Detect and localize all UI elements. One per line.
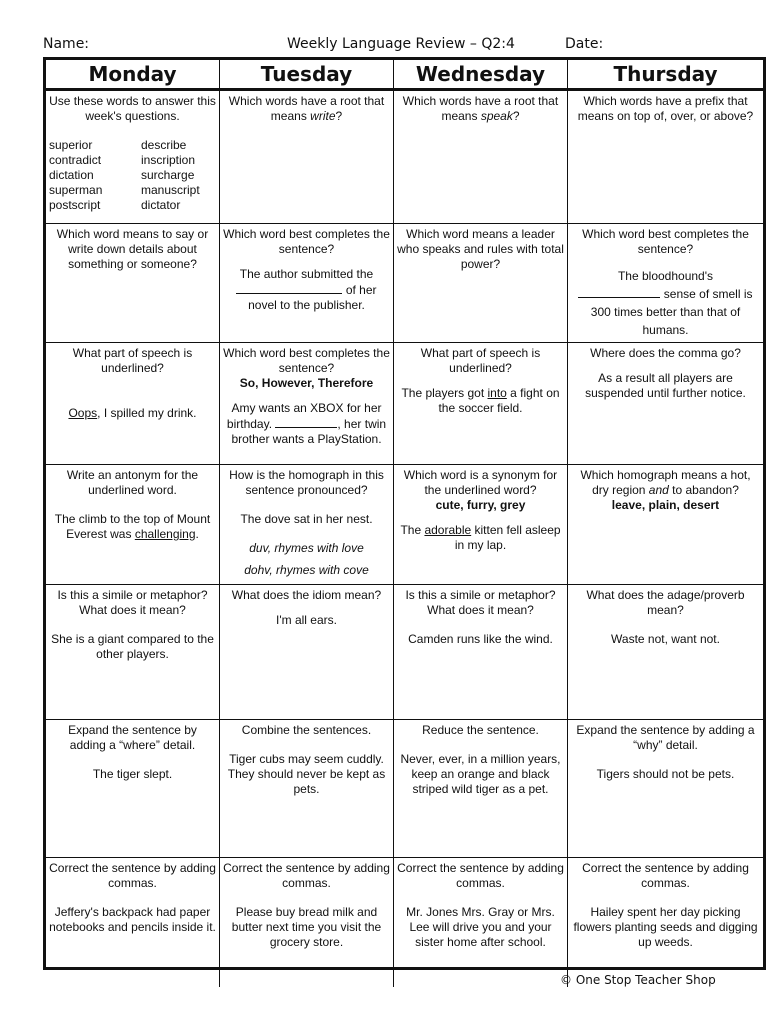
question-text: Which word best completes the sentence?	[223, 346, 390, 375]
sentence-text: Oops, I spilled my drink.	[68, 406, 197, 420]
question-text: What part of speech is underlined?	[420, 346, 541, 375]
answer-options: leave, plain, desert	[611, 498, 720, 512]
cell-monday-3	[46, 342, 219, 464]
sentence-text: Never, ever, in a million years, keep an orange and black striped wild tiger as a pet.	[400, 752, 561, 796]
question-text: Which word means a leader who speaks and rules with total power?	[397, 227, 564, 271]
answer-options: cute, furry, grey	[435, 498, 526, 512]
sentence-text: She is a giant compared to the other players.	[51, 632, 214, 661]
question-text: Which word is a synonym for the underlined word?	[403, 468, 558, 497]
question-text: Is this a simile or metaphor? What does it mean?	[405, 588, 556, 617]
question-text: Is this a simile or metaphor? What does it mean?	[57, 588, 208, 617]
cell-tuesday-2	[219, 223, 393, 342]
cell-monday-6	[46, 719, 219, 857]
answer-blank[interactable]	[275, 416, 337, 428]
question-text: Expand the sentence by adding a “where” detail.	[68, 723, 197, 752]
sentence-text: I'm all ears.	[276, 613, 337, 627]
question-text: Which word best completes the sentence?	[582, 227, 749, 256]
cell-monday-2	[46, 223, 219, 342]
cell-tuesday-1	[219, 91, 393, 223]
day-header-tuesday: Tuesday	[219, 60, 393, 91]
worksheet-title: Weekly Language Review – Q2:4	[287, 36, 515, 52]
sentence-text: As a result all players are suspended until further notice.	[585, 371, 746, 400]
question-text: How is the homograph in this sentence pronounced?	[229, 468, 384, 497]
question-text: Correct the sentence by adding commas.	[397, 861, 564, 890]
cell-tuesday-4	[219, 464, 393, 584]
sentence-text: Tigers should not be pets.	[596, 767, 735, 781]
date-label: Date:	[565, 36, 604, 52]
question-text: Which word best completes the sentence?	[223, 227, 390, 256]
word-item: describe	[141, 138, 187, 152]
cell-thursday-3	[567, 342, 763, 464]
question-text: Expand the sentence by adding a “why” detail.	[576, 723, 755, 752]
cell-tuesday-3	[219, 342, 393, 464]
sentence-text: Waste not, want not.	[611, 632, 720, 646]
word-item: surcharge	[141, 168, 195, 182]
sentence-text: The climb to the top of Mount Everest was challenging.	[54, 512, 211, 541]
answer-blank[interactable]	[578, 286, 660, 298]
cell-thursday-4	[567, 464, 763, 584]
answer-blank[interactable]	[236, 282, 342, 294]
question-text: Correct the sentence by adding commas.	[223, 861, 390, 890]
cell-tuesday-7	[219, 857, 393, 987]
cell-monday-7	[46, 857, 219, 987]
cell-wednesday-2	[393, 223, 567, 342]
sentence-text: The tiger slept.	[92, 767, 173, 781]
sentence-text: The players got into a fight on the soccer field.	[401, 386, 560, 415]
cell-monday-5	[46, 584, 219, 719]
question-text: Where does the comma go?	[590, 346, 741, 360]
sentence-text: The bloodhound's sense of smell is 300 times better than that of humans.	[571, 267, 760, 339]
question-text: What does the idiom mean?	[231, 588, 382, 602]
cell-thursday-6	[567, 719, 763, 857]
word-item: inscription	[141, 153, 196, 167]
question-text: Which words have a prefix that means on top of, over, or above?	[577, 94, 754, 123]
sentence-text: Jeffery's backpack had paper notebooks and pencils inside it.	[49, 905, 216, 934]
answer-option: dohv, rhymes with cove	[244, 563, 369, 577]
question-text: Use these words to answer this week's questions.	[49, 94, 216, 123]
question-text: Which word means to say or write down details about something or someone?	[56, 227, 209, 271]
word-item: dictator	[141, 198, 181, 212]
word-item: postscript	[49, 198, 101, 212]
name-label: Name:	[43, 36, 90, 52]
sentence-text: The dove sat in her nest.	[240, 512, 373, 526]
question-text: What does the adage/proverb mean?	[586, 588, 745, 617]
cell-monday-4	[46, 464, 219, 584]
worksheet-header	[43, 36, 767, 54]
question-text: Correct the sentence by adding commas.	[49, 861, 216, 890]
question-text: What part of speech is underlined?	[72, 346, 193, 375]
review-table	[43, 57, 766, 970]
question-text: Combine the sentences.	[241, 723, 372, 737]
sentence-text: Hailey spent her day picking flowers planting seeds and digging up weeds.	[573, 905, 758, 949]
sentence-text: Camden runs like the wind.	[408, 632, 553, 646]
day-header-thursday: Thursday	[567, 60, 763, 91]
question-text: Which words have a root that means write?	[228, 94, 385, 123]
cell-thursday-5	[567, 584, 763, 719]
cell-wednesday-5	[393, 584, 567, 719]
day-header-monday: Monday	[46, 60, 219, 91]
cell-wednesday-3	[393, 342, 567, 464]
cell-wednesday-6	[393, 719, 567, 857]
word-list	[49, 138, 216, 213]
cell-wednesday-7	[393, 857, 567, 987]
cell-thursday-2	[567, 223, 763, 342]
sentence-text: The author submitted the of her novel to the publisher.	[223, 267, 390, 313]
word-item: superior	[49, 138, 93, 152]
cell-wednesday-1	[393, 91, 567, 223]
word-item: manuscript	[141, 183, 200, 197]
sentence-text: Mr. Jones Mrs. Gray or Mrs. Lee will drive you and your sister home after school.	[406, 905, 555, 949]
cell-thursday-7	[567, 857, 763, 987]
question-text: Reduce the sentence.	[422, 723, 539, 737]
sentence-text: The adorable kitten fell asleep in my lap.	[400, 523, 561, 552]
word-item: contradict	[49, 153, 102, 167]
question-text: Correct the sentence by adding commas.	[582, 861, 749, 890]
sentence-text: Tiger cubs may seem cuddly. They should never be kept as pets.	[227, 752, 386, 796]
cell-thursday-1	[567, 91, 763, 223]
cell-tuesday-6	[219, 719, 393, 857]
question-text: Write an antonym for the underlined word.	[66, 468, 199, 497]
question-text: Which words have a root that means speak?	[402, 94, 559, 123]
copyright-footer: © One Stop Teacher Shop	[560, 973, 716, 987]
sentence-text: Please buy bread milk and butter next time you visit the grocery store.	[231, 905, 382, 949]
day-header-wednesday: Wednesday	[393, 60, 567, 91]
answer-options: So, However, Therefore	[239, 376, 374, 390]
cell-wednesday-4	[393, 464, 567, 584]
cell-tuesday-5	[219, 584, 393, 719]
word-item: dictation	[49, 168, 94, 182]
question-text: Which homograph means a hot, dry region and to abandon?	[580, 468, 751, 497]
word-item: superman	[49, 183, 103, 197]
answer-option: duv, rhymes with love	[249, 541, 364, 555]
cell-monday-1	[46, 91, 219, 223]
sentence-text: Amy wants an XBOX for her birthday. , her twin brother wants a PlayStation.	[226, 401, 387, 446]
